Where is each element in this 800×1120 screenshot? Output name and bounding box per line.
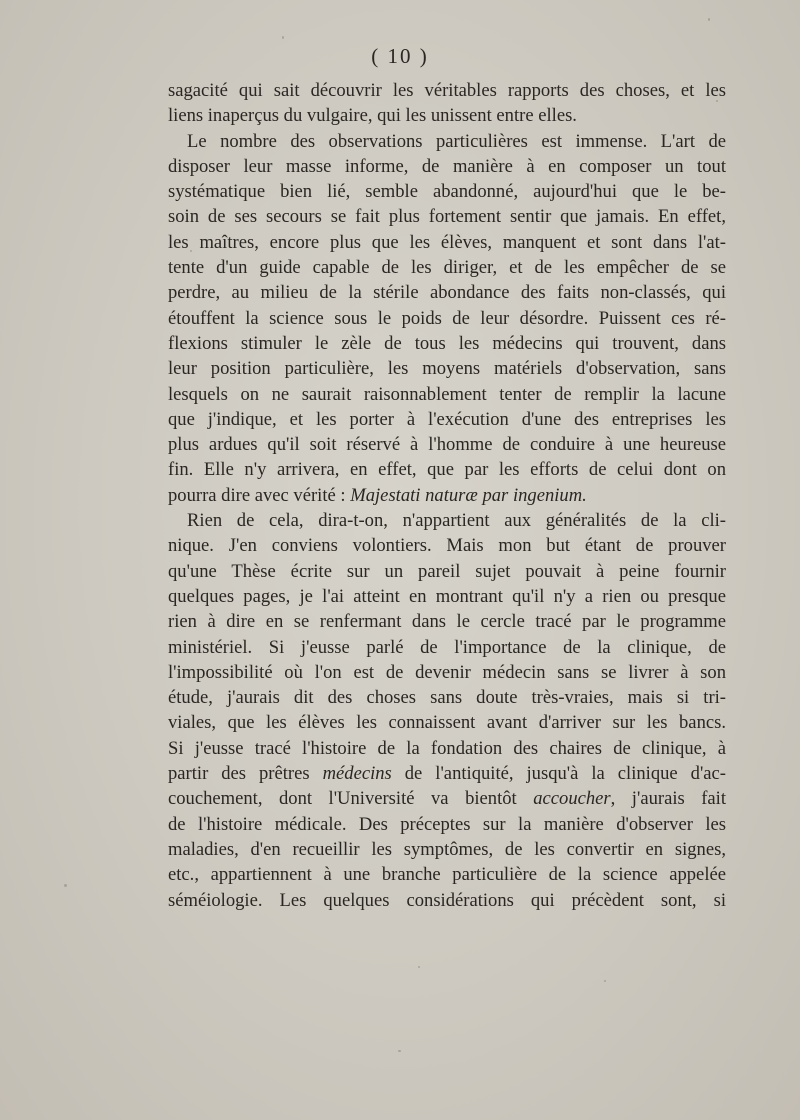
text-line: nique. J'en conviens volontiers. Mais mon but étant de prouver — [168, 535, 726, 557]
text-line: rien à dire en se renfermant dans le cercle tracé par le programme — [168, 611, 726, 633]
text-line — [168, 786, 726, 811]
text-line: disposer leur masse informe, de manière à en composer un tout — [168, 155, 726, 177]
text-segment: partir des prêtres — [168, 763, 323, 785]
text-line: Le nombre des observations particulières est immense. L'art de — [187, 130, 726, 152]
text-line: qu'une Thèse écrite sur un pareil sujet pouvait à peine fournir — [168, 560, 726, 582]
text-line: leur position particulière, les moyens matériels d'observation, sans — [168, 358, 726, 380]
paper-speck — [418, 966, 420, 968]
text-line: étouffent la science sous le poids de leur désordre. Puissent ces ré- — [168, 307, 726, 329]
text-line: séméiologie. Les quelques considérations qui précèdent sont, si — [168, 889, 726, 911]
text-line — [168, 761, 726, 786]
text-line: quelques pages, je l'ai atteint en montrant qu'il n'y a rien ou presque — [168, 585, 726, 607]
text-line: Si j'eusse tracé l'histoire de la fondation des chaires de clinique, à — [168, 737, 726, 759]
text-line: soin de ses secours se fait plus fortement sentir que jamais. En effet, — [168, 206, 726, 228]
text-segment: couchement, dont l'Université va bientôt — [168, 788, 534, 810]
paper-speck — [604, 980, 606, 982]
text-segment: , j'aurais fait — [610, 788, 726, 810]
text-segment: de l'antiquité, jusqu'à la clinique d'ac- — [391, 763, 726, 785]
text-line — [168, 483, 726, 508]
text-segment: pourra dire avec vérité : — [168, 484, 351, 506]
paper-speck — [64, 884, 67, 887]
text-line: lesquels on ne saurait raisonnablement tenter de remplir la lacune — [168, 383, 726, 405]
body-text — [168, 78, 726, 913]
text-line: systématique bien lié, semble abandonné, aujourd'hui que le be- — [168, 181, 726, 203]
text-line: perdre, au milieu de la stérile abondance des faits non-classés, qui — [168, 282, 726, 304]
paper-speck — [398, 1050, 401, 1052]
text-line: que j'indique, et les porter à l'exécution d'une des entreprises les — [168, 408, 726, 430]
paper-speck — [282, 36, 284, 39]
text-line: maladies, d'en recueillir les symptômes, de les convertir en signes, — [168, 838, 726, 860]
text-line: de l'histoire médicale. Des préceptes sur la manière d'observer les — [168, 813, 726, 835]
text-line: tente d'un guide capable de les diriger, et de les empêcher de se — [168, 257, 726, 279]
text-line: plus ardues qu'il soit réservé à l'homme de conduire à une heureuse — [168, 434, 726, 456]
text-line: fin. Elle n'y arrivera, en effet, que par les efforts de celui dont on — [168, 459, 726, 481]
text-line: etc., appartiennent à une branche particulière de la science appelée — [168, 864, 726, 886]
text-line: ministériel. Si j'eusse parlé de l'importance de la clinique, de — [168, 636, 726, 658]
italic-word: médecins — [322, 763, 392, 785]
paper-speck — [708, 18, 710, 21]
text-line: les maîtres, encore plus que les élèves, manquent et sont dans l'at- — [168, 231, 726, 253]
text-line: sagacité qui sait découvrir les véritables rapports des choses, et les — [168, 80, 726, 101]
latin-quote: Majestati naturæ par ingenium. — [350, 484, 587, 506]
text-line: liens inaperçus du vulgaire, qui les unissent entre elles. — [168, 105, 577, 127]
text-line: étude, j'aurais dit des choses sans doute très-vraies, mais si tri- — [168, 687, 726, 709]
text-line: flexions stimuler le zèle de tous les médecins qui trouvent, dans — [168, 332, 726, 354]
text-line: viales, que les élèves les connaissent avant d'arriver sur les bancs. — [168, 712, 726, 734]
text-line: Rien de cela, dira-t-on, n'appartient aux généralités de la cli- — [187, 510, 726, 532]
italic-word: accoucher — [533, 788, 611, 810]
page-number: ( 10 ) — [371, 44, 429, 68]
text-line: l'impossibilité où l'on est de devenir médecin sans se livrer à son — [168, 661, 726, 683]
